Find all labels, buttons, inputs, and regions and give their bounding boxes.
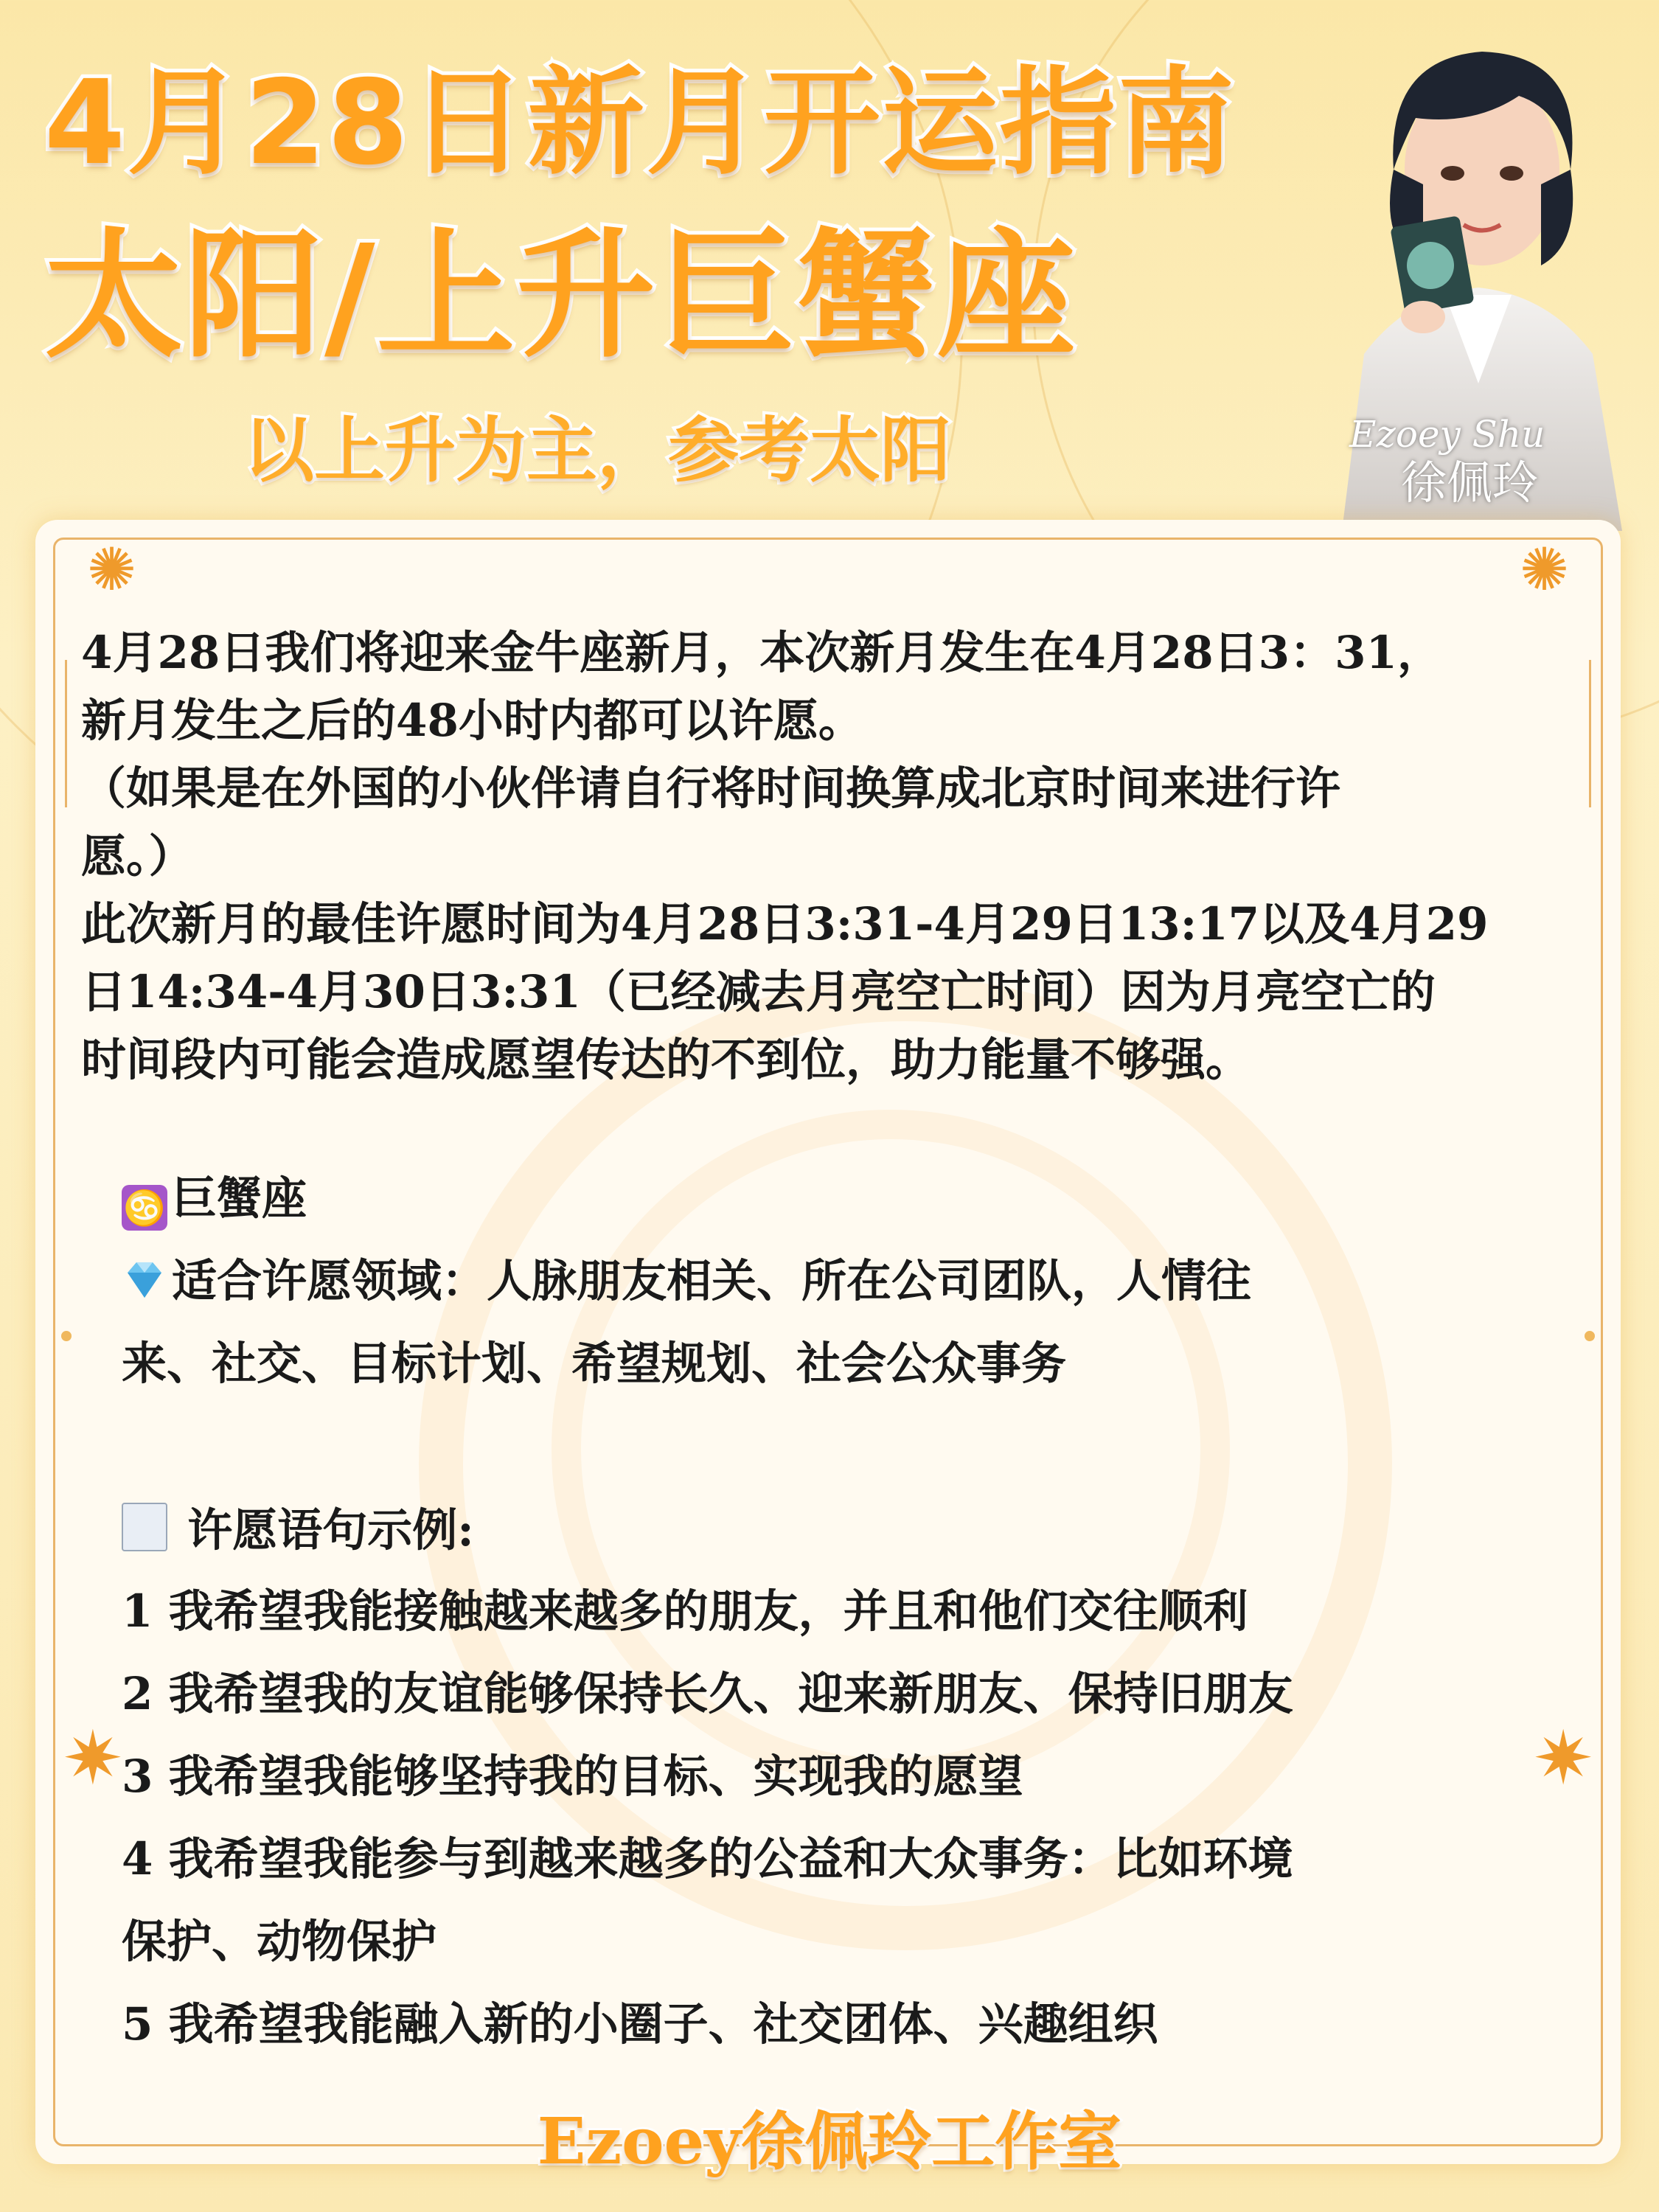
examples-heading (122, 1489, 474, 1572)
sign-domain-line (122, 1240, 1251, 1323)
page-subtitle-sign: 太阳/上升巨蟹座 (44, 215, 1077, 377)
intro-line: 新月发生之后的48小时内都可以许愿。 (81, 695, 863, 747)
sun-ornament-icon: ✺ (87, 535, 137, 604)
header-note: 以上升为主，参考太阳 (243, 409, 951, 492)
examples-heading-text: 许愿语句示例: (172, 1504, 474, 1557)
example-item: 4 我希望我能参与到越来越多的公益和大众事务：比如环境 (122, 1833, 1293, 1885)
intro-line: 此次新月的最佳许愿时间为4月28日3:31-4月29日13:17以及4月29 (81, 898, 1489, 950)
signature-cn: 徐佩玲 (1401, 456, 1539, 509)
intro-line: （如果是在外国的小伙伴请自行将时间换算成北京时间来进行许 (81, 762, 1341, 815)
studio-footer: Ezoey徐佩玲工作室 (537, 2104, 1122, 2179)
gem-icon (122, 1256, 167, 1302)
example-item: 保护、动物保护 (122, 1916, 437, 1968)
sign-domain-text: 适合许愿领域：人脉朋友相关、所在公司团队，人情往 (172, 1255, 1252, 1307)
frame-line (1589, 660, 1591, 807)
sign-name: 巨蟹座 (172, 1172, 307, 1225)
sun-ornament-icon: ✷ (62, 1715, 124, 1801)
intro-line: 4月28日我们将迎来金牛座新月，本次新月发生在4月28日3：31， (81, 627, 1442, 679)
intro-line: 日14:34-4月30日3:31（已经减去月亮空亡时间）因为月亮空亡的 (81, 966, 1436, 1018)
page-title: 4月28日新月开运指南 (44, 55, 1236, 191)
sign-domain-line: 来、社交、目标计划、希望规划、社会公众事务 (122, 1338, 1067, 1390)
sun-ornament-icon: ✷ (1532, 1715, 1594, 1801)
sign-heading (122, 1158, 307, 1240)
document-icon (122, 1503, 167, 1551)
signature-en: Ezoey Shu (1349, 413, 1545, 456)
frame-dot (61, 1331, 72, 1341)
sun-ornament-icon: ✺ (1519, 535, 1569, 604)
example-item: 5 我希望我能融入新的小圈子、社交团体、兴趣组织 (122, 1998, 1158, 2051)
cancer-sign-icon: ♋ (122, 1185, 167, 1231)
intro-line: 时间段内可能会造成愿望传达的不到位，助力能量不够强。 (81, 1034, 1251, 1086)
intro-line: 愿。） (81, 830, 194, 883)
example-item: 3 我希望我能够坚持我的目标、实现我的愿望 (122, 1750, 1023, 1803)
frame-dot (1585, 1331, 1595, 1341)
example-item: 1 我希望我能接触越来越多的朋友，并且和他们交往顺利 (122, 1585, 1248, 1638)
frame-line (65, 660, 67, 807)
example-item: 2 我希望我的友谊能够保持长久、迎来新朋友、保持旧朋友 (122, 1668, 1293, 1720)
